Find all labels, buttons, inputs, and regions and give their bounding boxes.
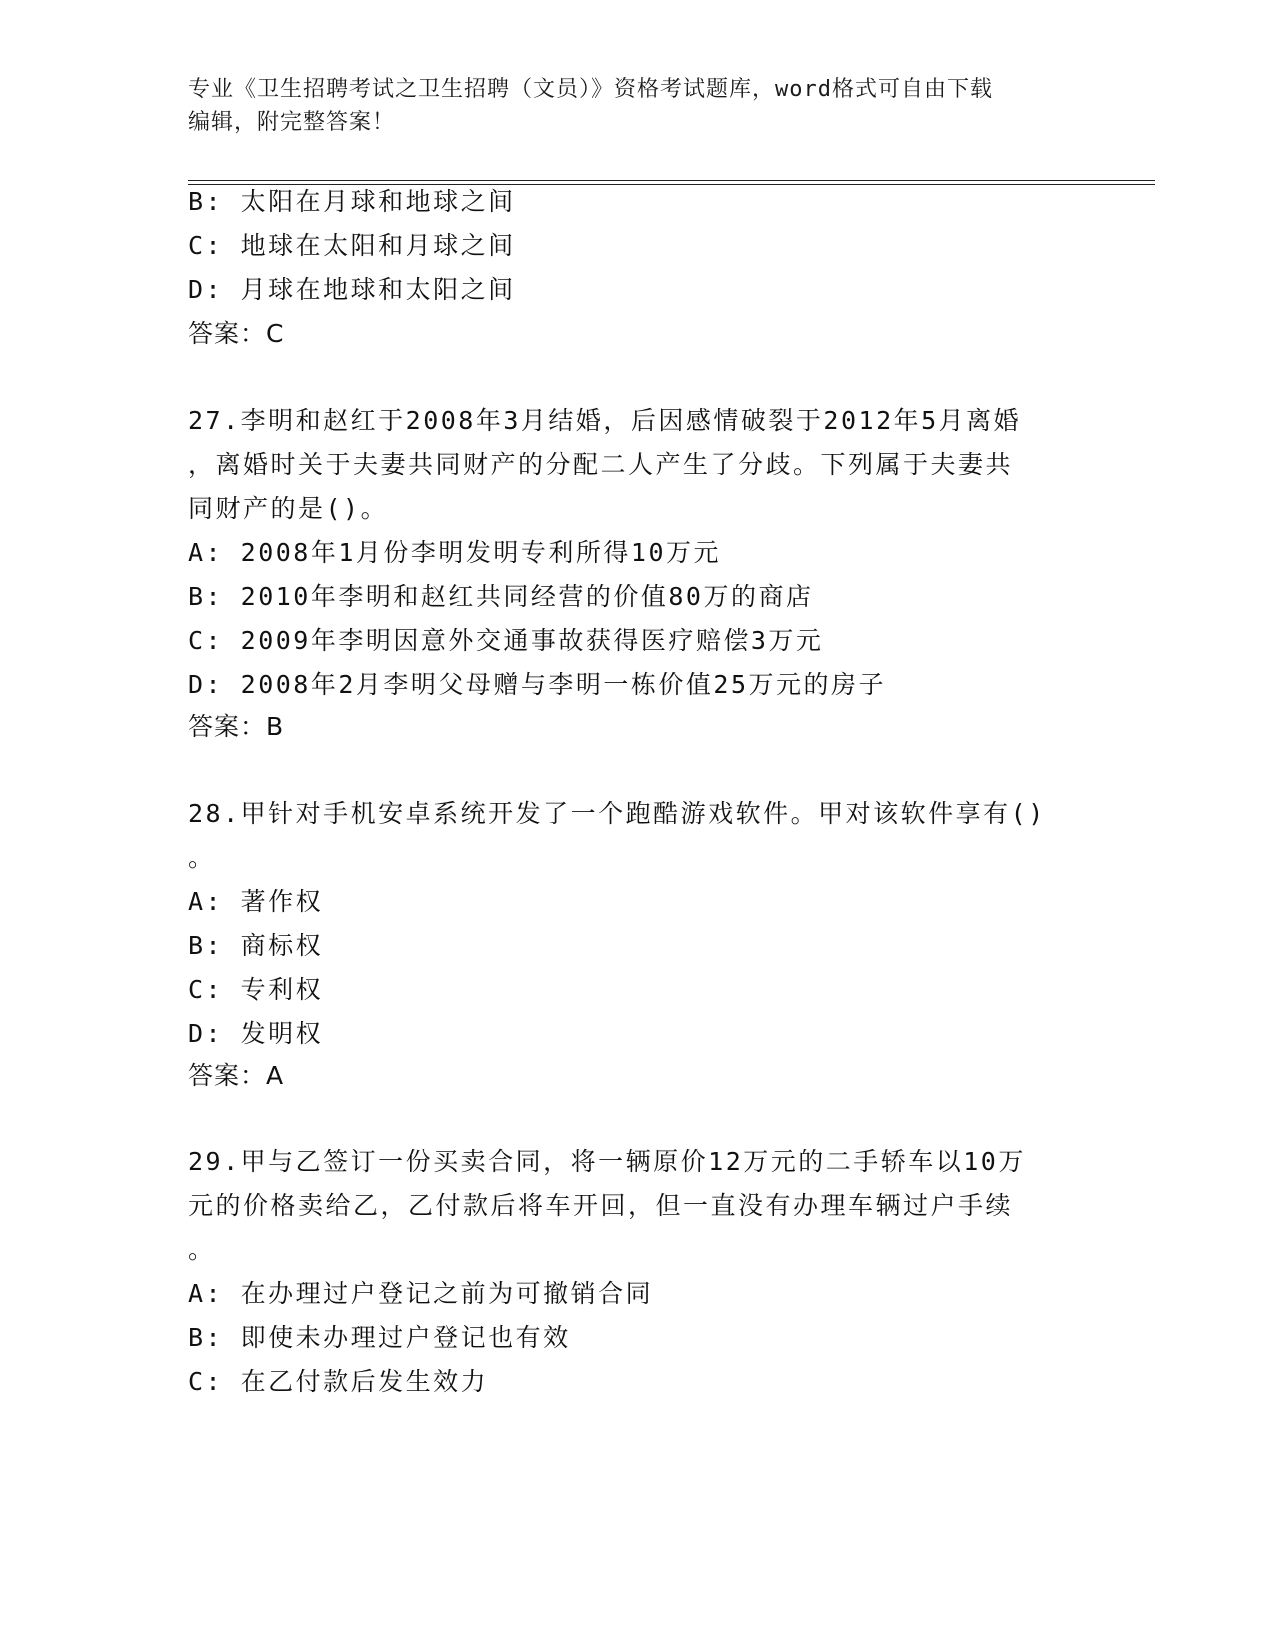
question-stem-line-1: 29.甲与乙签订一份买卖合同，将一辆原价12万元的二手轿车以10万 (188, 1147, 1026, 1176)
option-a: A: 在办理过户登记之前为可撤销合同 (188, 1279, 654, 1308)
question-stem-line-2: ，离婚时关于夫妻共同财产的分配二人产生了分歧。下列属于夫妻共 (188, 450, 1014, 479)
question-stem-line-2: 元的价格卖给乙，乙付款后将车开回，但一直没有办理车辆过户手续 (188, 1191, 1014, 1220)
question-stem-line-3: 。 (188, 1235, 216, 1264)
option-d: D: 2008年2月李明父母赠与李明一栋价值25万元的房子 (188, 670, 887, 699)
option-a: A: 著作权 (188, 887, 324, 916)
option-d: D: 月球在地球和太阳之间 (188, 275, 516, 304)
header-divider-top (188, 180, 1155, 181)
header-line-1: 专业《卫生招聘考试之卫生招聘（文员）》资格考试题库，word格式可自由下载 (188, 77, 993, 102)
option-b: B: 2010年李明和赵红共同经营的价值80万的商店 (188, 582, 814, 611)
option-a: A: 2008年1月份李明发明专利所得10万元 (188, 538, 722, 567)
question-stem-line-1: 27.李明和赵红于2008年3月结婚，后因感情破裂于2012年5月离婚 (188, 406, 1022, 435)
option-c: C: 地球在太阳和月球之间 (188, 231, 516, 260)
option-c: C: 专利权 (188, 975, 324, 1004)
header-divider-bottom (188, 184, 1155, 185)
header-line-2: 编辑，附完整答案！ (188, 110, 396, 135)
option-b: B: 太阳在月球和地球之间 (188, 187, 516, 216)
answer-line: 答案：B (188, 712, 285, 741)
question-stem-line-1: 28.甲针对手机安卓系统开发了一个跑酷游戏软件。甲对该软件享有() (188, 799, 1046, 828)
option-b: B: 即使未办理过户登记也有效 (188, 1323, 571, 1352)
option-d: D: 发明权 (188, 1019, 324, 1048)
answer-line: 答案：C (188, 319, 285, 348)
option-c: C: 在乙付款后发生效力 (188, 1367, 489, 1396)
option-b: B: 商标权 (188, 931, 324, 960)
option-c: C: 2009年李明因意外交通事故获得医疗赔偿3万元 (188, 626, 824, 655)
question-stem-line-2: 。 (188, 843, 216, 872)
answer-line: 答案：A (188, 1061, 285, 1090)
question-stem-line-3: 同财产的是()。 (188, 494, 389, 523)
document-header (188, 73, 1088, 139)
